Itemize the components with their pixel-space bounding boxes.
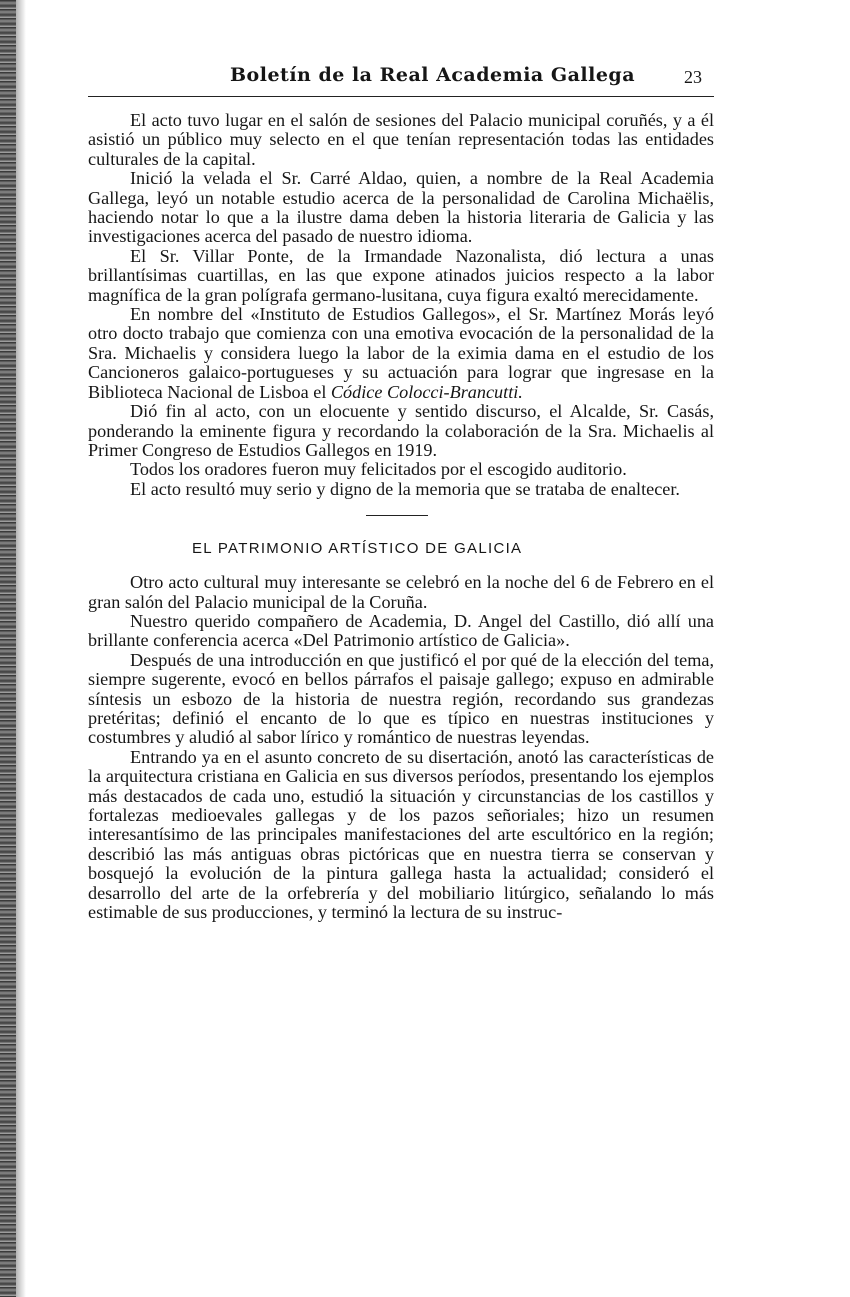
running-title: Boletín de la Real Academia Gallega — [230, 64, 636, 86]
paragraph: Inició la velada el Sr. Carré Aldao, quien, a nombre de la Real Academia Gallega, leyó un notable estudio acerca de la personalidad de Carolina Michaëlis, haciendo notar lo que a la ilustre dama deben la historia literaria de Galicia y las investigaciones acerca del pasado de nuestro idioma. — [88, 168, 714, 247]
section-divider — [366, 515, 428, 516]
book-binding-edge — [0, 0, 16, 1297]
document-page — [88, 60, 714, 922]
paragraph: Después de una introducción en que justificó el por qué de la elección del tema, siempre sugerente, evocó en bellos párrafos el paisaje gallego; expuso en admirable síntesis un esbozo de la historia de nuestra región, recordando sus grandezas pretéritas; definió el encanto de lo que es típico en nuestras instituciones y costumbres y aludió al sabor lírico y romántico de nuestras leyendas. — [88, 649, 714, 748]
page-number: 23 — [684, 67, 702, 87]
codex-title: Códice Colocci-Brancutti. — [330, 381, 523, 402]
section-heading: EL PATRIMONIO ARTÍSTICO DE GALICIA — [192, 540, 523, 558]
binding-shadow — [16, 0, 26, 1297]
paragraph: Nuestro querido compañero de Academia, D. Angel del Castillo, dió allí una brillante conferencia acerca «Del Patrimonio artístico de Galicia». — [88, 610, 714, 651]
paragraph-text: En nombre del «Instituto de Estudios Gallegos», el Sr. Martínez Morás leyó otro docto trabajo que comienza con una emotiva evocación de la personalidad de la Sra. Michaelis y considera luego la labor de la eximia dama en el estudio de los Cancioneros galaico-portugueses y su actuación para lograr que ingresase en la Biblioteca Nacional de Lisboa el — [88, 304, 714, 402]
paragraph: El acto tuvo lugar en el salón de sesiones del Palacio municipal coruñés, y a él asistió un público muy selecto en el que tenían representación todas las entidades culturales de la capital. — [88, 110, 714, 169]
paragraph: Otro acto cultural muy interesante se celebró en la noche del 6 de Febrero en el gran salón del Palacio municipal de la Coruña. — [88, 572, 714, 612]
paragraph-instituto — [88, 305, 714, 402]
paragraph: Todos los oradores fueron muy felicitados por el escogido auditorio. — [130, 459, 627, 480]
paragraph: Entrando ya en el asunto concreto de su disertación, anotó las características de la arquitectura cristiana en Galicia en sus diversos períodos, presentando los ejemplos más destacados de cada uno, estudió la situación y circunstancias de los castillos y fortalezas medioevales gallegas y de los pazos señoriales; hizo un resumen interesantísimo de las principales manifestaciones del arte escultórico en la región; describió las más antiguas obras pictóricas que en nuestra tierra se conservan y bosquejó la evolución de la pintura gallega hasta la actualidad; consideró el desarrollo del arte de la orfebrería y del mobiliario litúrgico, señalando lo más estimable de sus producciones, y terminó la lectura de su instruc- — [88, 746, 714, 923]
paragraph: El acto resultó muy serio y digno de la memoria que se trataba de enaltecer. — [130, 478, 680, 499]
article-one-body — [88, 111, 714, 499]
paragraph: El Sr. Villar Ponte, de la Irmandade Nazonalista, dió lectura a unas brillantísimas cuartillas, en las que expone atinados juicios respecto a la labor magnífica de la gran polígrafa germano-lusitana, cuya figura exaltó merecidamente. — [88, 245, 714, 305]
article-two-body — [88, 573, 714, 922]
paragraph: Dió fin al acto, con un elocuente y sentido discurso, el Alcalde, Sr. Casás, ponderando la eminente figura y recordando la colaboración de la Sra. Michaelis al Primer Congreso de Estudios Gallegos en 1919. — [88, 401, 714, 460]
running-header — [88, 60, 714, 97]
